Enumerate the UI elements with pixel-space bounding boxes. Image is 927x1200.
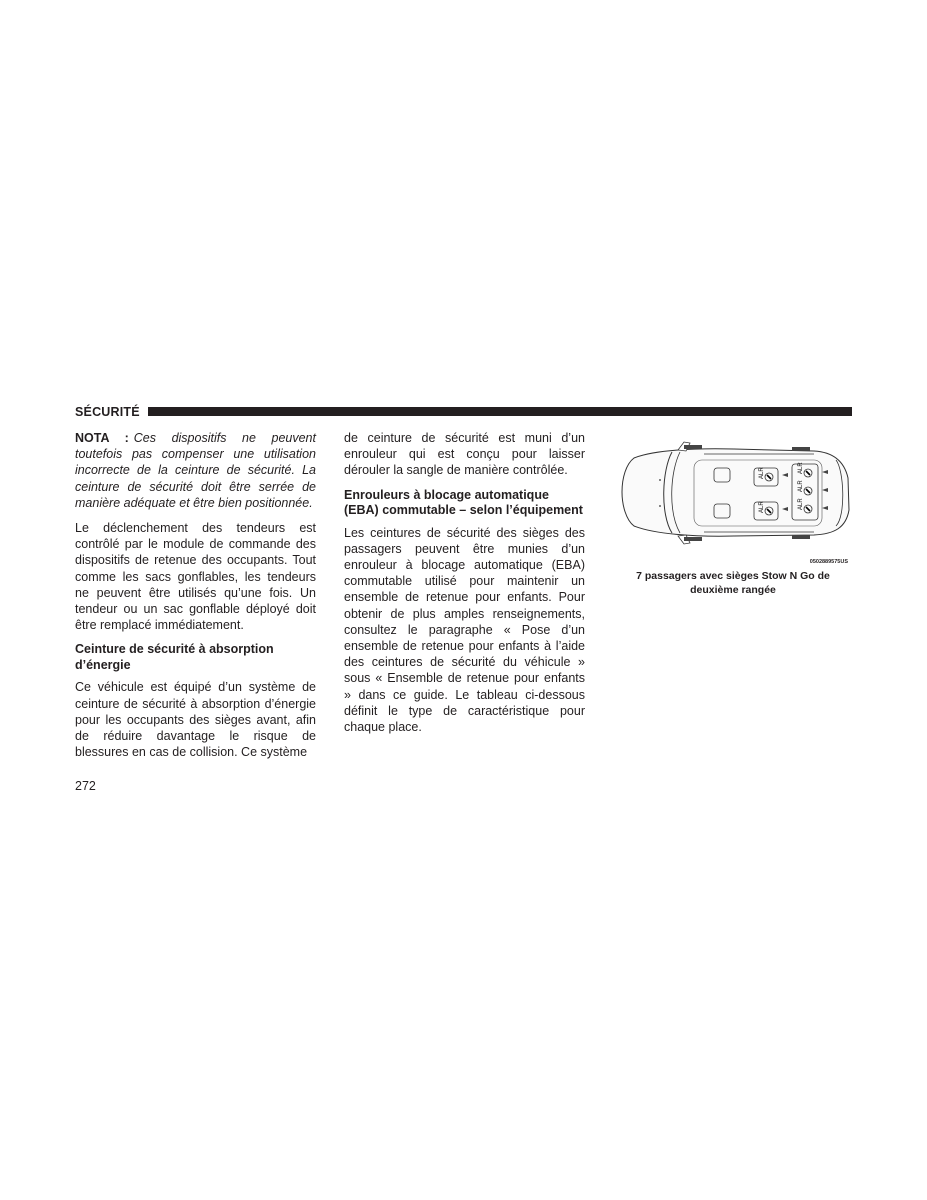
heading-alr: Enrouleurs à blocage automatique (EBA) commutable – selon l’équipement <box>344 487 583 518</box>
header-rule <box>148 407 852 416</box>
image-code: 0502889575US <box>809 559 848 565</box>
alr-label: ALR <box>759 467 765 479</box>
section-header <box>75 405 852 419</box>
vehicle-seating-figure <box>614 430 852 597</box>
alr-label: ALR <box>798 480 804 492</box>
column-3 <box>614 430 852 597</box>
alr-label: ALR <box>798 498 804 510</box>
section-title: SÉCURITÉ <box>75 405 140 419</box>
note-text: Ces dispositifs ne peuvent toutefois pas compenser une utilisation incorrecte de la ceinture de sécurité. La ceinture de sécurité doit être serrée de manière adéquate et être bien positionnée. <box>75 431 316 510</box>
heading-energy-absorbing: Ceinture de sécurité à absorption d’énergie <box>75 642 274 672</box>
note-paragraph <box>75 430 316 511</box>
column-2 <box>344 430 585 744</box>
paragraph-alr: Les ceintures de sécurité des sièges des passagers peuvent être munies d’un enrouleur à blocage automatique (EBA) commutable utilisé pour maintenir un ensemble de retenue pour enfants. Pour obtenir de plus amples renseignements, consultez le paragraphe « Pose d’un ensemble de retenue pour enfants à l’aide des ceintures de sécurité du véhicule » sous « Ensemble de retenue pour enfants » dans ce guide. Le tableau ci-dessous définit le type de caractéristique pour chaque place. <box>344 525 585 735</box>
note-label: NOTA : <box>75 431 129 445</box>
paragraph-pretensioners: Le déclenchement des tendeurs est contrôlé par le module de commande des dispositifs de retenue des occupants. Tout comme les sacs gonflables, les tendeurs ne peuvent être utilisés qu’une fois. Un tendeur ou un sac gonflable déployé doit être remplacé immédiatement. <box>75 521 316 633</box>
paragraph-retractor: de ceinture de sécurité est muni d’un enrouleur qui est conçu pour laisser dérouler la sangle de manière contrôlée. <box>344 431 585 478</box>
figure-caption: 7 passagers avec sièges Stow N Go de deuxième rangée <box>636 570 830 596</box>
alr-label: ALR <box>759 501 765 513</box>
page-number: 272 <box>75 779 96 793</box>
paragraph-energy-absorbing: Ce véhicule est équipé d’un système de ceinture de sécurité à absorption d’énergie pour les occupants des sièges avant, afin de réduire davantage le risque de blessures en cas de collision. Ce système <box>75 680 316 760</box>
column-1 <box>75 430 316 769</box>
minivan-top-view-diagram <box>614 430 852 554</box>
alr-label: ALR <box>798 462 804 474</box>
